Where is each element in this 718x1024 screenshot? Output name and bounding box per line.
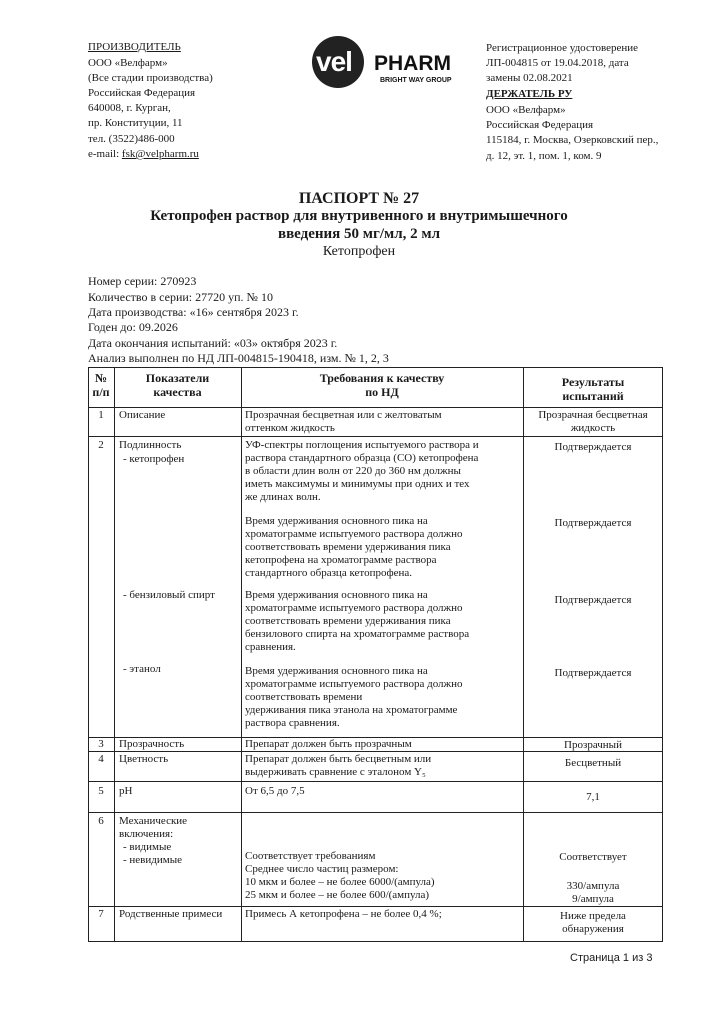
row-result: Подтверждается <box>554 594 632 606</box>
quality-table <box>88 367 663 942</box>
requirement-line: УФ-спектры поглощения испытуемого раствора и <box>245 439 479 451</box>
result-line: жидкость <box>570 422 616 434</box>
row-num: 3 <box>98 738 104 750</box>
requirement-line: оттенком жидкость <box>245 422 335 434</box>
requirement-line: в области длин волн от 220 до 360 нм должны <box>245 465 461 477</box>
header-indicator-line: качества <box>153 385 202 399</box>
table-border <box>88 436 663 437</box>
result-line: обнаружения <box>562 923 624 935</box>
registration-line: Регистрационное удостоверение <box>486 42 639 54</box>
header-results <box>523 375 663 403</box>
table-border <box>88 367 89 942</box>
row-num: 1 <box>98 409 104 421</box>
table-border <box>88 812 663 813</box>
manufacturer-line: ООО «Велфарм» <box>88 57 168 69</box>
requirement-line: соответствовать времени <box>245 691 363 703</box>
row-result: Прозрачный <box>564 739 622 751</box>
email-link[interactable]: fsk@velpharm.ru <box>121 148 199 160</box>
table-border <box>88 407 663 408</box>
row-sub-indicator: - видимые <box>123 841 172 853</box>
logo-tagline: BRIGHT WAY GROUP <box>380 77 452 84</box>
row-requirement: Препарат должен быть прозрачным <box>245 738 412 750</box>
row-sub-indicator: - этанол <box>123 663 161 675</box>
row-indicator: Прозрачность <box>119 738 185 750</box>
holder-line: ООО «Велфарм» <box>486 104 566 116</box>
indicator-line: Механические <box>119 815 188 827</box>
requirement-line: иметь максимумы и минимумы при одних и тех <box>245 478 470 490</box>
row-indicator: Описание <box>119 409 166 421</box>
row-sub-indicator: - невидимые <box>123 854 182 866</box>
requirement-line: соответствовать времени удерживания пика <box>245 615 451 627</box>
requirement-line: Время удерживания основного пика на <box>245 589 428 601</box>
row-num: 2 <box>98 439 104 451</box>
row-num: 4 <box>98 753 104 765</box>
row-result <box>523 409 663 435</box>
holder-line: д. 12, эт. 1, пом. 1, ком. 9 <box>486 150 602 162</box>
product-name-line1: Кетопрофен раствор для внутривенного и внутримышечного <box>150 208 568 224</box>
requirement-line: выдерживать сравнение с эталоном Y₅ <box>245 766 426 778</box>
header-results-line: Результаты <box>561 375 625 389</box>
row-requirement: Примесь А кетопрофена – не более 0,4 %; <box>245 908 442 920</box>
requirement-line: соответствовать времени удерживания пика <box>245 541 451 553</box>
manufacturer-email <box>88 148 199 161</box>
row-indicator: pH <box>119 785 133 797</box>
registration-line: замены 02.08.2021 <box>486 72 573 84</box>
page-number: Страница 1 из 3 <box>570 952 653 964</box>
production-date: Дата производства: «16» сентября 2023 г. <box>88 305 299 319</box>
row-num: 6 <box>98 815 104 827</box>
requirement-line: 10 мкм и более – не более 6000/(ампула) <box>245 876 435 888</box>
row-requirement <box>245 515 463 580</box>
row-result <box>523 910 663 936</box>
email-label: e-mail: <box>88 148 120 160</box>
manufacturer-line: 640008, г. Курган, <box>88 102 171 114</box>
manufacturer-line: (Все стадии производства) <box>88 72 213 84</box>
requirement-line: стандартного образца кетопрофена. <box>245 567 412 579</box>
requirement-line: 25 мкм и более – не более 600/(ампула) <box>245 889 430 901</box>
indicator-line: включения: <box>119 828 174 840</box>
velpharm-logo <box>312 36 462 96</box>
row-result: Подтверждается <box>554 441 632 453</box>
row-result: 9/ампула <box>572 893 614 905</box>
requirement-line: же длинах волн. <box>245 491 321 503</box>
holder-line: Российская Федерация <box>486 119 594 131</box>
requirement-line: кетопрофена на хроматограмме раствора <box>245 554 437 566</box>
row-num: 5 <box>98 785 104 797</box>
requirement-line: Препарат должен быть бесцветным или <box>245 753 432 765</box>
product-name-line2: введения 50 мг/мл, 2 мл <box>277 226 441 242</box>
requirement-line: Среднее число частиц размером: <box>245 863 399 875</box>
row-result: 330/ампула <box>566 880 620 892</box>
holder-heading: ДЕРЖАТЕЛЬ РУ <box>486 88 573 100</box>
row-requirement <box>245 665 463 730</box>
expiry-date: Годен до: 09.2026 <box>88 320 178 334</box>
header-results-line: испытаний <box>562 389 624 403</box>
requirement-line: Время удерживания основного пика на <box>245 665 428 677</box>
manufacturer-line: Российская Федерация <box>88 87 196 99</box>
requirement-line: сравнения. <box>245 641 296 653</box>
row-requirement <box>245 850 435 902</box>
header-indicator-line: Показатели <box>145 371 210 385</box>
row-requirement: От 6,5 до 7,5 <box>245 785 305 797</box>
header-num-line: п/п <box>92 385 110 399</box>
product-inn: Кетопрофен <box>322 244 396 259</box>
table-border <box>88 906 663 907</box>
requirement-line: бензилового спирта на хроматограмме раствора <box>245 628 470 640</box>
row-indicator <box>119 815 187 867</box>
row-sub-indicator: - бензиловый спирт <box>123 589 215 601</box>
logo-pharm-text: PHARM <box>374 52 451 75</box>
table-border <box>88 367 663 368</box>
batch-number: Номер серии: 270923 <box>88 274 197 288</box>
row-requirement <box>245 439 479 504</box>
requirement-line: Время удерживания основного пика на <box>245 515 428 527</box>
table-border <box>88 941 663 942</box>
requirement-line: хроматограмме испытуемого раствора должно <box>245 528 463 540</box>
header-requirements-line: по НД <box>365 385 399 399</box>
test-end-date: Дата окончания испытаний: «03» октября 2023 г. <box>88 336 338 350</box>
registration-line: ЛП-004815 от 19.04.2018, дата <box>486 57 629 69</box>
logo-vel-text: vel <box>316 46 352 77</box>
table-border <box>88 781 663 782</box>
row-sub-indicator: - кетопрофен <box>123 453 185 465</box>
header-num <box>88 371 114 399</box>
table-border <box>241 367 242 942</box>
header-num-line: № <box>94 371 108 385</box>
requirement-line: хроматограмме испытуемого раствора должно <box>245 602 463 614</box>
row-result: Подтверждается <box>554 517 632 529</box>
manufacturer-line: тел. (3522)486-000 <box>88 133 175 145</box>
row-result: 7,1 <box>586 791 600 803</box>
row-indicator: Цветность <box>119 753 169 765</box>
requirement-line: Прозрачная бесцветная или с желтоватым <box>245 409 442 421</box>
requirement-line: удерживания пика этанола на хроматограмме <box>245 704 458 716</box>
row-result: Бесцветный <box>564 757 622 769</box>
holder-line: 115184, г. Москва, Озерковский пер., <box>486 134 659 146</box>
row-requirement <box>245 753 431 779</box>
requirement-line: Соответствует требованиям <box>245 850 376 862</box>
row-num: 7 <box>98 908 104 920</box>
result-line: Ниже предела <box>560 910 626 922</box>
row-indicator: Подлинность <box>119 439 182 451</box>
row-requirement <box>245 589 469 654</box>
header-requirements <box>241 371 523 399</box>
requirement-line: раствора сравнения. <box>245 717 340 729</box>
batch-quantity: Количество в серии: 27720 уп. № 10 <box>88 290 273 304</box>
passport-title: ПАСПОРТ № 27 <box>298 190 420 207</box>
result-line: Прозрачная бесцветная <box>538 409 648 421</box>
header-indicator <box>114 371 241 399</box>
row-result: Соответствует <box>559 851 627 863</box>
requirement-line: раствора стандартного образца (СО) кетопрофена <box>245 452 479 464</box>
row-indicator: Родственные примеси <box>119 908 223 920</box>
header-requirements-line: Требования к качеству <box>319 371 445 385</box>
table-border <box>114 367 115 942</box>
analysis-basis: Анализ выполнен по НД ЛП-004815-190418, изм. № 1, 2, 3 <box>88 351 389 365</box>
requirement-line: хроматограмме испытуемого раствора должно <box>245 678 463 690</box>
row-result: Подтверждается <box>554 667 632 679</box>
manufacturer-heading: ПРОИЗВОДИТЕЛЬ <box>88 41 181 53</box>
row-requirement <box>245 409 442 435</box>
manufacturer-line: пр. Конституции, 11 <box>88 117 183 129</box>
